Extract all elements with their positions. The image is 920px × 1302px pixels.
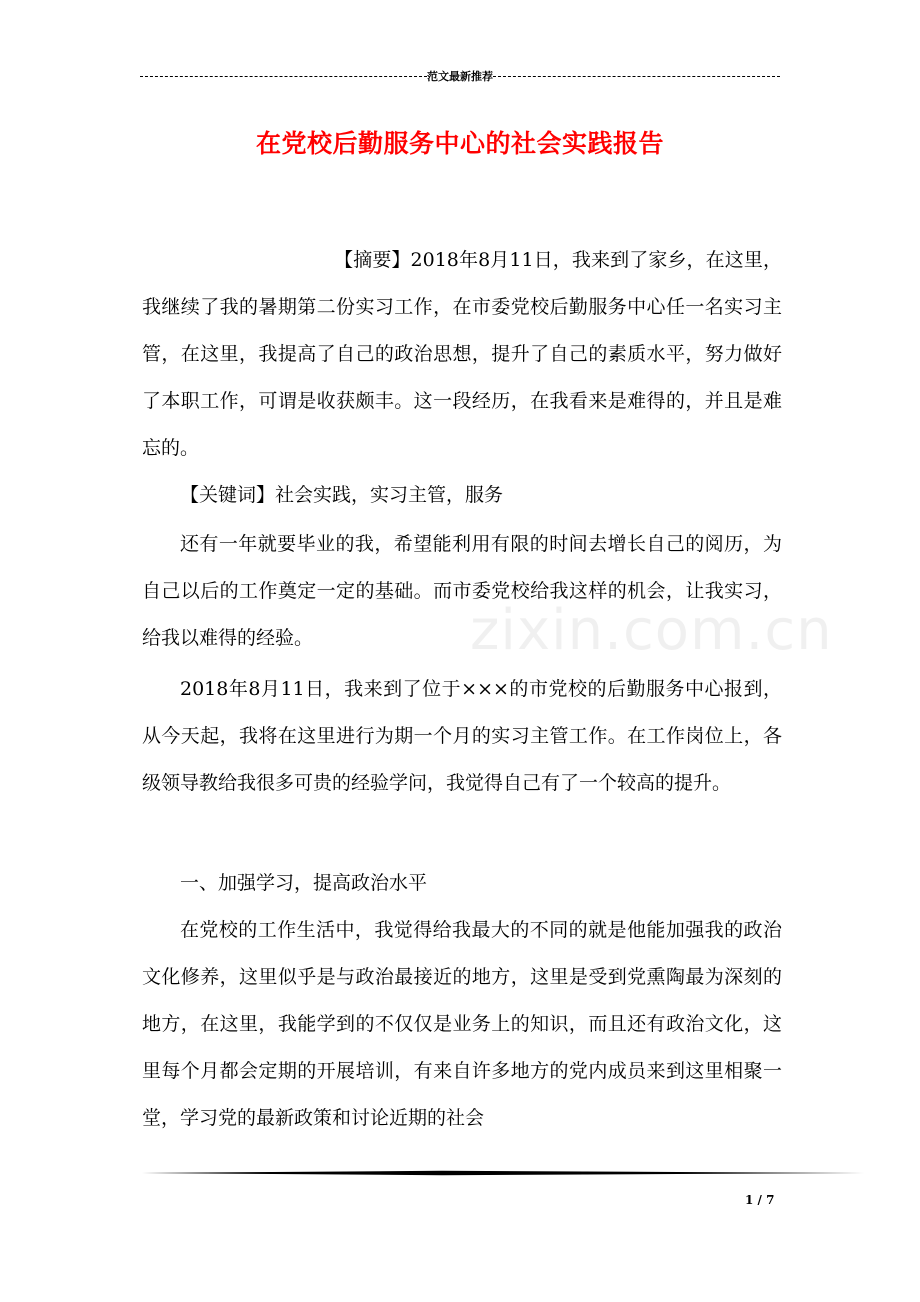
header-rule-right xyxy=(493,76,780,77)
header-label: 范文最新推荐 xyxy=(427,70,493,83)
document-title: 在党校后勤服务中心的社会实践报告 xyxy=(255,129,664,158)
body-paragraph-3: 在党校的工作生活中，我觉得给我最大的不同的就是他能加强我的政治文化修养，这里似乎是与政治最接近的地方，这里是受到党熏陶最为深刻的地方，在这里，我能学到的不仅仅是业务上的知识，而且还有政治文化，这里每个月都会定期的开展培训，有来自许多地方的党内成员来到这里相聚一堂，学习党的最新政策和讨论近期的社会 xyxy=(142,919,782,1129)
page-number: 1 / 7 xyxy=(745,1193,775,1207)
abstract-paragraph xyxy=(142,237,782,472)
body-paragraph-1: 还有一年就要毕业的我，希望能利用有限的时间去增长自己的阅历，为自己以后的工作奠定一定的基础。而市委党校给我这样的机会，让我实习，给我以难得的经验。 xyxy=(142,533,782,649)
footer-rule xyxy=(142,1170,864,1176)
page-header xyxy=(140,66,780,86)
keywords-paragraph: 【关键词】社会实践，实习主管，服务 xyxy=(180,484,504,506)
header-rule-left xyxy=(140,76,427,77)
abstract-text: 【摘要】2018年8月11日，我来到了家乡，在这里，我继续了我的暑期第二份实习工作，在市委党校后勤服务中心任一名实习主管，在这里，我提高了自己的政治思想，提升了自己的素质水平，努力做好了本职工作，可谓是收获颇丰。这一段经历，在我看来是难得的，并且是难忘的。 xyxy=(142,249,782,459)
section-heading: 一、加强学习，提高政治水平 xyxy=(180,872,428,894)
watermark: zixin.com.cn xyxy=(470,598,833,663)
body-paragraph-2: 2018年8月11日，我来到了位于×××的市党校的后勤服务中心报到，从今天起，我将在这里进行为期一个月的实习主管工作。在工作岗位上，各级领导教给我很多可贵的经验学问，我觉得自己有了一个较高的提升。 xyxy=(142,678,782,794)
